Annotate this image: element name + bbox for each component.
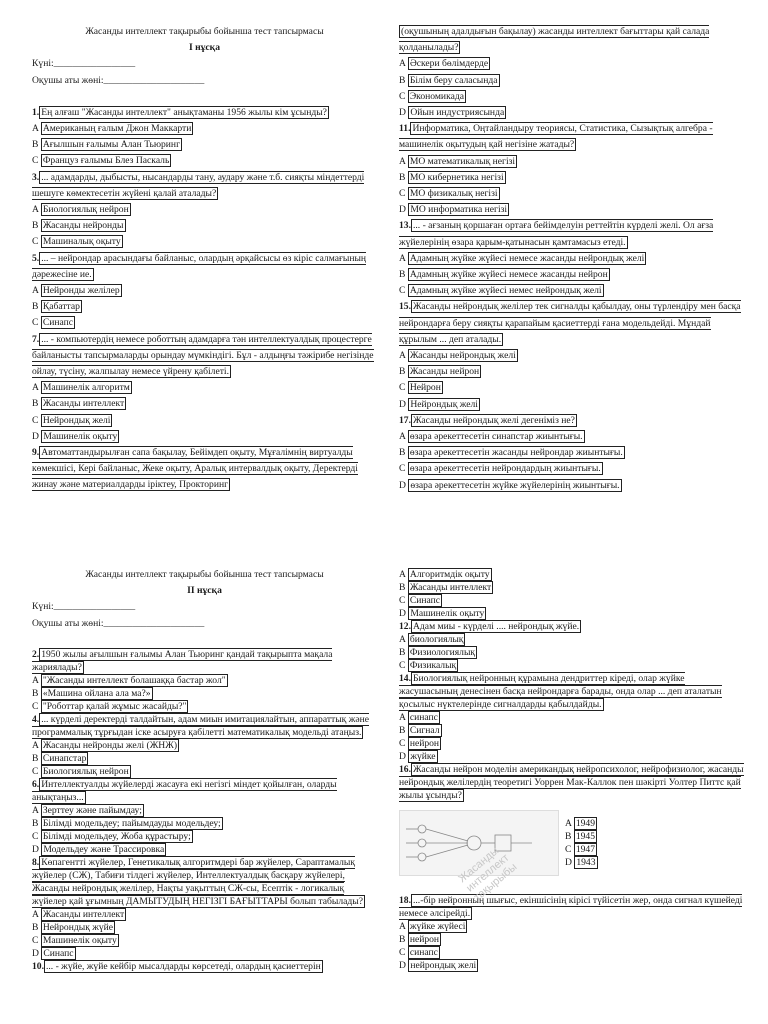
option-text: синапс (409, 712, 438, 723)
answer-option[interactable] (399, 594, 744, 607)
answer-option[interactable] (399, 73, 744, 89)
question-text: (оқушының адалдығын бақылау) жасанды интеллект бағыттары қай салада қолданылады? (399, 26, 710, 54)
option-letter: B (565, 831, 574, 842)
question-item (399, 413, 744, 429)
option-text: МО информатика негізі (410, 204, 508, 216)
option-text: жүйке жүйесі (409, 921, 466, 932)
option-letter: A (399, 155, 408, 167)
test-title: Жасанды интеллект тақырыбы бойынша тест тапсырмасы (85, 26, 324, 37)
answer-option[interactable] (399, 659, 744, 672)
option-text: Машинелік оқыту (43, 430, 118, 442)
answer-option[interactable] (32, 739, 377, 752)
option-letter: C (32, 155, 41, 167)
option-letter: A (32, 285, 41, 297)
answer-option[interactable] (399, 724, 744, 737)
answer-option[interactable] (399, 89, 744, 105)
answer-option[interactable] (32, 921, 377, 934)
answer-option[interactable] (399, 105, 744, 121)
student-name-field: Оқушы аты жөні:_____________________ (32, 617, 205, 629)
option-letter: B (32, 817, 41, 829)
answer-option[interactable] (32, 396, 377, 412)
option-text: Білімді модельдеу, Жоба құрастыру; (42, 830, 191, 842)
question-text: Көпагентті жүйелер, Генетикалық алгоритмдері бар жүйелер, Сараптамалық жүйелер (СЖ), Табиғи тілдегі жүйелер, Интеллектуалдық басқару жүйелері, Жасанды нейрондық желілер, Нақты уақыттың СЖ-сы, Есептік - логикалық жүйелер қай ұғымның ДАМЫТУДЫҢ НЕГІЗГІ БАҒЫТТАРЫ болып табылады? (32, 856, 363, 907)
figure-watermark: Жасанды интеллект тақырыбы (456, 844, 520, 904)
option-letter: C (399, 947, 408, 958)
answer-option[interactable] (399, 283, 744, 299)
option-letter: A (399, 921, 408, 932)
question-list (399, 568, 744, 802)
answer-option[interactable] (399, 646, 744, 659)
answer-option[interactable] (399, 633, 744, 646)
option-text: өзара әрекеттесетін синапстар жиынтығы. (409, 431, 583, 443)
option-text: Жасанды интеллект (42, 908, 125, 920)
option-letter: D (32, 430, 42, 442)
variant1-left-column (32, 24, 377, 494)
answer-option[interactable] (565, 817, 598, 830)
answer-option[interactable] (399, 170, 744, 186)
question-item (32, 856, 377, 908)
variant2-left-column (32, 567, 377, 973)
answer-option[interactable] (399, 461, 744, 477)
answer-option[interactable] (32, 218, 377, 234)
option-letter: C (565, 844, 574, 855)
answer-option[interactable] (32, 817, 377, 830)
question-item (399, 24, 744, 56)
question-number: 8. (32, 856, 40, 868)
option-text: Машинелік оқыту (410, 608, 485, 619)
option-letter: A (399, 634, 408, 645)
option-text: Американың ғалым Джон Маккарти (42, 123, 192, 135)
option-text: Зерттеу және пайымдау; (42, 804, 142, 816)
option-text: нейрон (409, 738, 440, 749)
answer-option[interactable] (32, 299, 377, 315)
answer-option[interactable] (565, 830, 598, 843)
option-text: Синапс (42, 317, 74, 329)
answer-option[interactable] (399, 478, 744, 494)
option-letter: C (32, 317, 41, 329)
answer-option[interactable] (399, 56, 744, 72)
question-text: Жасанды нейрондық желілер тек сигналды қабылдау, оны түрлендіру мен басқа нейрондарға беру сияқты қарапайым қасиеттерді ғана модельдейді. Мұндай құрылым ... деп аталады. (399, 301, 741, 345)
question-text: Жасанды нейрон моделін американдық нейропсихолог, нейрофизиолог, жасанды нейрондық желілердің теоретигі Уоррен Мак-Каллок пен шәкірті Уолтер Питтс қай жылы ұсынды? (399, 764, 744, 801)
option-text: Машинелік алгоритм (42, 382, 130, 394)
option-text: нейрондық желі (410, 960, 477, 971)
question-item (399, 218, 744, 250)
option-text: МО математикалық негізі (409, 155, 516, 167)
answer-option[interactable] (399, 429, 744, 445)
option-text: 1947 (575, 844, 595, 855)
option-text: жүйке (410, 751, 436, 762)
option-text: Адамның жүйке жүйесі немесе жасанды нейрондық желі (409, 252, 645, 264)
option-text: Қабаттар (42, 301, 80, 313)
option-text: "Роботтар қалай жұмыс жасайды?" (42, 700, 187, 712)
question-list (32, 648, 377, 973)
question-item (32, 445, 377, 494)
variant1-right-column (399, 24, 744, 494)
option-letter: A (32, 739, 41, 751)
question-text: Информатика, Оңтайландыру теориясы, Статистика, Сызықтық алгебра - машинелік оқытудың қай негізіне жатады? (399, 123, 713, 151)
answer-option[interactable] (32, 934, 377, 947)
option-text: Ойын индустриясында (410, 107, 505, 119)
question-number: 18. (399, 895, 411, 906)
answer-option[interactable] (32, 234, 377, 250)
question-text: Адам миы - күрделі .... нейрондық жүйе. (413, 621, 580, 632)
question-text: ... - жүйе, жүйе кейбір мысалдарды көрсетеді, олардың қасиеттерін (46, 960, 321, 972)
option-text: синапс (409, 947, 438, 958)
option-letter: A (32, 382, 41, 394)
option-text: өзара әрекеттесетін нейрондардың жиынтығы. (409, 463, 601, 475)
student-name-field: Оқушы аты жөні:_____________________ (32, 74, 205, 86)
answer-option[interactable] (32, 687, 377, 700)
option-text: Нейрон (409, 382, 441, 394)
option-letter: B (32, 139, 41, 151)
answer-option[interactable] (32, 765, 377, 778)
option-text: Әскери бөлімдерде (409, 58, 489, 70)
option-letter: B (32, 220, 41, 232)
answer-option[interactable] (399, 920, 744, 933)
answer-option[interactable] (32, 908, 377, 921)
question-list (399, 894, 744, 972)
option-letter: C (399, 463, 408, 475)
question-text: Автоматтандырылған сапа бақылау, Бейімдеп оқыту, Мұғалімнің виртуалды көмекшісі, Кері байланыс, Жеке оқыту, Аралық интервалдық оқыту, Деректерді жинау және материалдарды іріктеу, Прокторинг (32, 447, 358, 491)
question-number: 3. (32, 171, 40, 183)
question-item (399, 763, 744, 802)
option-letter: B (399, 171, 408, 183)
answer-option[interactable] (32, 429, 377, 445)
option-text: Биологиялық нейрон (42, 204, 129, 216)
question-text: Жасанды нейрондық желі дегеніміз не? (413, 414, 575, 426)
answer-option[interactable] (32, 843, 377, 856)
option-text: биологиялық (409, 634, 464, 645)
answer-option[interactable] (399, 737, 744, 750)
answer-option[interactable] (399, 154, 744, 170)
option-text: Синапс (43, 947, 74, 959)
option-text: 1943 (576, 857, 596, 868)
answer-option[interactable] (32, 752, 377, 765)
question-item (32, 170, 377, 202)
question-item (32, 332, 377, 381)
option-text: Білім беру саласында (409, 74, 498, 86)
option-letter: A (399, 569, 408, 580)
question-number: 2. (32, 648, 40, 660)
question-item (399, 121, 744, 153)
year-options (565, 817, 598, 869)
option-text: Адамның жүйке жүйесі немес нейрондық желі (409, 285, 602, 297)
option-letter: D (32, 947, 42, 959)
question-text: 1950 жылы ағылшын ғалымы Алан Тьюринг қандай тақырыпта мақала жариялады? (32, 648, 333, 673)
option-letter: A (32, 804, 41, 816)
option-letter: C (32, 830, 41, 842)
answer-option[interactable] (399, 568, 744, 581)
option-letter: A (32, 123, 41, 135)
question-item (399, 672, 744, 711)
answer-option[interactable] (399, 348, 744, 364)
option-letter: C (399, 382, 408, 394)
question-item (32, 778, 377, 804)
answer-option[interactable] (32, 153, 377, 169)
option-letter: C (399, 595, 408, 606)
option-letter: B (32, 301, 41, 313)
answer-option[interactable] (32, 315, 377, 331)
option-letter: D (399, 608, 409, 619)
answer-option[interactable] (399, 581, 744, 594)
option-letter: B (399, 447, 408, 459)
option-letter: B (399, 582, 408, 593)
option-text: Жасанды нейрондық желі (409, 350, 516, 362)
option-text: Француз ғалымы Блез Паскаль (42, 155, 170, 167)
question-item (399, 299, 744, 348)
question-number: 14. (399, 673, 411, 684)
answer-option[interactable] (399, 933, 744, 946)
variant-label: ІІ нұсқа (187, 585, 222, 597)
option-letter: C (32, 934, 41, 946)
option-letter: D (399, 960, 409, 971)
option-text: Ағылшын ғалымы Алан Тьюринг (42, 139, 181, 151)
answer-option[interactable] (399, 251, 744, 267)
option-text: Білімді модельдеу; пайымдауды модельдеу; (42, 817, 221, 829)
question-number: 13. (399, 220, 411, 232)
option-text: «Машина ойлана ала ма?» (42, 687, 151, 699)
option-letter: B (399, 366, 408, 378)
option-text: Физиологиялық (409, 647, 476, 658)
option-text: МО физикалық негізі (409, 188, 498, 200)
question-item (32, 251, 377, 283)
answer-option[interactable] (32, 121, 377, 137)
option-letter: A (399, 431, 408, 443)
question-number: 5. (32, 252, 40, 264)
question-number: 9. (32, 447, 40, 459)
option-text: Синапс (409, 595, 441, 606)
option-text: нейрон (409, 934, 440, 945)
option-text: Машинелік оқыту (42, 934, 117, 946)
option-letter: C (399, 285, 408, 297)
option-letter: A (32, 204, 41, 216)
option-text: Экономикада (409, 90, 464, 102)
option-text: "Жасанды интеллект болашаққа бастар жол" (42, 674, 226, 686)
option-letter: D (32, 843, 42, 855)
question-item (399, 894, 744, 920)
option-letter: D (399, 479, 409, 491)
option-text: Нейронды желілер (42, 285, 120, 297)
option-letter: D (565, 857, 575, 868)
answer-option[interactable] (399, 202, 744, 218)
option-letter: D (399, 204, 409, 216)
answer-option[interactable] (399, 607, 744, 620)
question-item (32, 648, 377, 674)
answer-option[interactable] (32, 830, 377, 843)
question-text: ... адамдарды, дыбысты, нысандарды тану, аудару және т.б. сияқты міндеттерді шешуге көмектесетін жүйені қалай аталады? (32, 171, 365, 199)
question-item (32, 105, 377, 121)
option-text: Нейрондық желі (42, 414, 111, 426)
option-text: Модельдеу және Трассировка (43, 843, 165, 855)
answer-option[interactable] (32, 137, 377, 153)
question-number: 10. (32, 960, 44, 972)
answer-option[interactable] (32, 202, 377, 218)
answer-option[interactable] (32, 804, 377, 817)
question-number: 7. (32, 333, 40, 345)
answer-option[interactable] (32, 283, 377, 299)
question-text: ... – нейрондар арасындағы байланыс, олардың әрқайсысы өз кіріс салмағының дәрежесіне ие. (32, 252, 367, 280)
option-letter: B (399, 934, 408, 945)
question-number: 15. (399, 301, 411, 313)
option-letter: C (32, 765, 41, 777)
option-letter: A (399, 350, 408, 362)
answer-option[interactable] (32, 947, 377, 960)
question-number: 4. (32, 713, 40, 725)
question-list (32, 105, 377, 494)
answer-option[interactable] (32, 674, 377, 687)
answer-option[interactable] (399, 946, 744, 959)
option-text: Жасанды интеллект (42, 398, 125, 410)
option-letter: D (399, 107, 409, 119)
answer-option[interactable] (565, 843, 598, 856)
question-number: 11. (399, 123, 411, 135)
option-letter: C (32, 700, 41, 712)
question-text: Биологиялық нейронның құрамына дендриттер кіреді, олар жүйке жасушасының денесінен басқа нейрондарға барады, онда олар ... деп аталатын қосылыс нүктелерінде сигналдарды қабылдайды. (399, 673, 722, 710)
option-text: МО кибернетика негізі (409, 171, 504, 183)
option-text: өзара әрекеттесетін жасанды нейрондар жиынтығы. (409, 447, 623, 459)
question-number: 12. (399, 621, 411, 632)
option-text: Нейрондық жүйе (42, 921, 114, 933)
answer-option[interactable] (399, 445, 744, 461)
option-text: 1945 (575, 831, 595, 842)
option-text: Сигнал (409, 725, 440, 736)
option-text: Адамның жүйке жүйесі немесе жасанды нейрон (409, 269, 608, 281)
date-field: Күні:_________________ (32, 58, 136, 70)
option-text: Жасанды интеллект (409, 582, 492, 593)
option-letter: B (32, 687, 41, 699)
question-list (399, 24, 744, 494)
option-text: Биологиялық нейрон (42, 765, 129, 777)
option-letter: C (399, 738, 408, 749)
question-number: 1. (32, 106, 40, 118)
question-number: 16. (399, 764, 411, 775)
option-text: Нейрондық желі (410, 398, 478, 410)
option-text: өзара әрекеттесетін жүйке жүйелерінің жиынтығы. (410, 479, 620, 491)
answer-option[interactable] (399, 186, 744, 202)
variant-label: І нұсқа (188, 42, 221, 54)
question-item (32, 960, 377, 973)
date-field: Күні:_________________ (32, 601, 136, 613)
option-letter: A (399, 712, 408, 723)
answer-option[interactable] (32, 413, 377, 429)
option-letter: D (399, 398, 409, 410)
answer-option[interactable] (399, 364, 744, 380)
question-text: Интеллектуалды жүйелерді жасауға екі негізгі міндет қойылған, оларды анықтаңыз... (32, 778, 337, 803)
question-number: 17. (399, 414, 411, 426)
answer-option[interactable] (32, 380, 377, 396)
variant2-right-column (399, 568, 744, 972)
option-text: Жасанды нейрон (409, 366, 480, 378)
option-text: Физикалық (409, 660, 457, 671)
option-text: Алгоритмдік оқыту (409, 569, 490, 580)
question-text: ... - компьютердің немесе роботтың адамдарға тән интеллектуалдық процестерге байланысты тапсырмаларды орындау мүмкіндігі. Бұл - алдыңғы тәжірибе негізінде ойлау, түсіну, жалпылау немесе үйрену қабілеті. (32, 333, 374, 378)
option-letter: B (399, 647, 408, 658)
answer-option[interactable] (399, 397, 744, 413)
option-letter: C (399, 188, 408, 200)
question-text: ...-бір нейронның шығыс, екіншісінің кірісі түйісетін жер, онда сигнал күшейеді немесе әлсірейді. (399, 895, 743, 919)
option-letter: C (32, 236, 41, 248)
answer-option[interactable] (32, 700, 377, 713)
option-letter: A (399, 58, 408, 70)
option-letter: B (32, 398, 41, 410)
question-number: 6. (32, 778, 40, 790)
option-letter: D (399, 751, 409, 762)
option-letter: C (399, 90, 408, 102)
question-text: ... - ағзаның қоршаған ортаға бейімделуін реттейтін күрделі желі. Ол ағза жүйелерінің өзара қарым-қатынасын қамтамасыз етеді. (399, 220, 714, 248)
test-title: Жасанды интеллект тақырыбы бойынша тест тапсырмасы (85, 569, 324, 580)
option-letter: B (399, 74, 408, 86)
answer-option[interactable] (399, 267, 744, 283)
option-text: Жасанды нейронды желі (ЖНЖ) (42, 739, 178, 751)
option-letter: B (399, 725, 408, 736)
option-letter: A (565, 818, 574, 829)
question-item (399, 620, 744, 633)
answer-option[interactable] (565, 856, 598, 869)
option-letter: A (32, 908, 41, 920)
question-item (32, 713, 377, 739)
option-letter: C (399, 660, 408, 671)
answer-option[interactable] (399, 959, 744, 972)
option-letter: A (399, 252, 408, 264)
option-text: Жасанды нейронды (42, 220, 124, 232)
answer-option[interactable] (399, 711, 744, 724)
option-text: Синапстар (42, 752, 87, 764)
answer-option[interactable] (399, 750, 744, 763)
option-letter: A (32, 674, 41, 686)
option-text: 1949 (575, 818, 595, 829)
option-letter: B (32, 752, 41, 764)
option-letter: B (32, 921, 41, 933)
question-text: Ең алғаш "Жасанды интеллект" анықтаманы 1956 жылы кім ұсынды? (41, 106, 327, 118)
option-letter: C (32, 414, 41, 426)
option-text: Машиналық оқыту (42, 236, 121, 248)
option-letter: B (399, 269, 408, 281)
question-text: ... күрделі деректерді талдайтын, адам миын имитациялайтын, аппараттық және программалық тұрғыдан іске асыруға қабілетті математикалық модельді атаңыз. (32, 713, 370, 738)
answer-option[interactable] (399, 380, 744, 396)
